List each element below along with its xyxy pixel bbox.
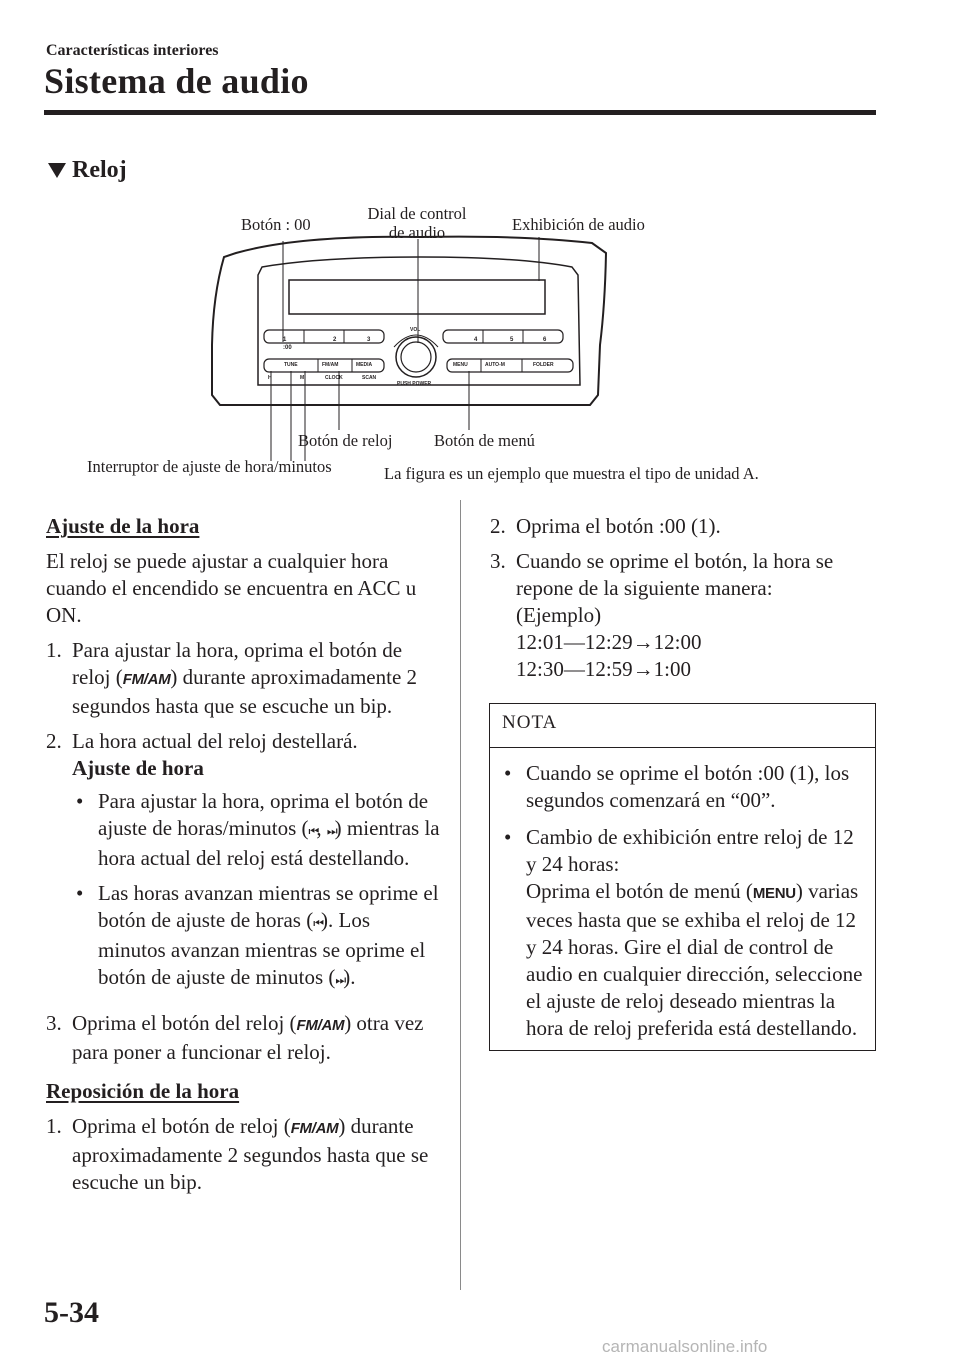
note-text: ) varias veces hasta que se exhiba el reloj de 12 y 24 horas. Gire el dial de control de audio en cualquier dirección, seleccione el ajuste de reloj deseado mientras la hora de reloj preferida está destellando. <box>526 879 863 1040</box>
bullet-text: ). Los minutos avanzan mientras se oprime el botón de ajuste de minutos ( <box>98 908 426 989</box>
bullet-text: Las horas avanzan mientras se oprime el botón de ajuste de horas ( <box>98 881 439 932</box>
next-track-icon: ⏭ <box>326 824 335 838</box>
watermark: carmanualsonline.info <box>602 1337 768 1356</box>
bullet-icon: • <box>76 881 84 905</box>
step-3 <box>46 1010 441 1066</box>
scan-label: SCAN <box>362 375 377 381</box>
clock-label: CLOCK <box>325 375 343 381</box>
bullet-text: , <box>316 816 322 840</box>
dial-callout: Dial de control de audio <box>367 204 467 242</box>
next-track-icon: ⏭ <box>335 973 344 987</box>
step-text: Oprima el botón de reloj ( <box>72 1114 291 1138</box>
step-number: 3. <box>46 1011 62 1035</box>
fm-am-label: FM/AM <box>322 362 339 368</box>
intro-paragraph: El reloj se puede ajustar a cualquier hora cuando el encendido se encuentra en ACC u ON. <box>46 549 417 627</box>
vol-label: VOL <box>410 327 421 333</box>
preset-2-label: 2 <box>333 337 337 343</box>
step-number: 3. <box>490 549 506 573</box>
bullet-text: ) mientras la hora actual del reloj está destellando. <box>98 816 440 870</box>
right-column <box>490 513 880 691</box>
bullet-text: ). <box>343 965 356 989</box>
page-title: Sistema de audio <box>44 61 309 101</box>
preset-4-label: 4 <box>474 337 478 343</box>
media-label: MEDIA <box>356 362 373 368</box>
reset-step-2 <box>490 513 880 540</box>
column-divider <box>460 500 461 1290</box>
push-power-label: PUSH POWER <box>397 381 432 387</box>
example-line-2: 12:30―12:59→1:00 <box>516 657 692 681</box>
audio-unit-figure <box>0 195 960 495</box>
triangle-down-icon <box>48 163 66 178</box>
step-2 <box>46 728 441 1002</box>
folder-label: FOLDER <box>533 362 554 368</box>
step-number: 2. <box>46 729 62 753</box>
example-line-1: 12:01―12:29→12:00 <box>516 630 702 654</box>
clock-button-callout: Botón de reloj <box>298 431 393 450</box>
step-text: Para ajustar la hora, oprima el botón de reloj ( <box>72 638 403 689</box>
h-label: H <box>268 375 272 381</box>
header-rule <box>44 110 876 115</box>
note-text: Cuando se oprime el botón :00 (1), los segundos comenzará en “00”. <box>526 761 850 812</box>
step-text: Cuando se oprime el botón, la hora se repone de la siguiente manera: <box>516 549 834 600</box>
note-bullet <box>500 760 865 814</box>
note-box <box>489 703 876 1051</box>
section-breadcrumb: Características interiores <box>46 42 219 59</box>
fm-am-key-icon: FM/AM <box>290 1120 339 1137</box>
preset-1-label: 1 <box>283 337 287 343</box>
step-text: Oprima el botón del reloj ( <box>72 1011 297 1035</box>
section-title-text: Reloj <box>72 157 127 183</box>
menu-button-callout: Botón de menú <box>434 431 535 450</box>
page-number: 5-34 <box>44 1296 99 1329</box>
reset-step-3 <box>490 548 880 683</box>
preset-3-label: 3 <box>367 337 371 343</box>
reset-step-1 <box>46 1113 441 1196</box>
prev-track-icon: ⏮ <box>313 916 322 930</box>
bullet-icon: • <box>504 761 512 785</box>
bullet-icon: • <box>76 789 84 813</box>
section-title <box>48 157 127 184</box>
menu-label: MENU <box>453 362 468 368</box>
step-number: 2. <box>490 514 506 538</box>
step-text: ) durante aproximadamente 2 segundos hasta que se escuche un bip. <box>72 1114 429 1194</box>
display-callout: Exhibición de audio <box>512 215 645 234</box>
m-label: M <box>300 375 305 381</box>
prev-track-icon: ⏮ <box>308 824 317 838</box>
tune-label: TUNE <box>284 362 298 368</box>
step-number: 1. <box>46 1114 62 1138</box>
fm-am-key-icon: FM/AM <box>296 1017 345 1034</box>
adjust-heading: Ajuste de la hora <box>46 514 200 538</box>
note-title: NOTA <box>490 704 875 748</box>
step-text: La hora actual del reloj destellará. <box>72 729 358 753</box>
preset-6-label: 6 <box>543 337 547 343</box>
note-text: Cambio de exhibición entre reloj de 12 y 24 horas: <box>526 825 854 876</box>
example-label: (Ejemplo) <box>516 603 602 627</box>
bullet-item <box>72 788 441 872</box>
fm-am-key-icon: FM/AM <box>122 671 171 688</box>
button-00-callout: Botón : 00 <box>241 215 311 234</box>
preset-5-label: 5 <box>510 337 514 343</box>
bullet-text: Para ajustar la hora, oprima el botón de ajuste de horas/minutos ( <box>98 789 429 840</box>
left-column <box>46 513 441 1204</box>
audio-unit-drawing <box>0 195 960 495</box>
reset-heading: Reposición de la hora <box>46 1079 240 1103</box>
menu-key-icon: MENU <box>752 885 796 902</box>
preset-00-label: :00 <box>283 345 292 351</box>
note-bullet <box>500 824 865 1042</box>
figure-caption: La figura es un ejemplo que muestra el tipo de unidad A. <box>384 464 759 483</box>
step-1 <box>46 637 441 720</box>
step-text: ) durante aproximadamente 2 segundos hasta que se escuche un bip. <box>72 665 418 718</box>
bullet-item <box>72 880 441 994</box>
note-text: Oprima el botón de menú ( <box>526 879 753 903</box>
step-text: ) otra vez para poner a funcionar el reloj. <box>72 1011 424 1064</box>
step-text: Oprima el botón :00 (1). <box>516 514 721 538</box>
step-number: 1. <box>46 638 62 662</box>
auto-m-label: AUTO-M <box>485 362 505 368</box>
step-subheading: Ajuste de hora <box>72 756 204 780</box>
hm-switch-callout: Interruptor de ajuste de hora/minutos <box>87 457 332 476</box>
bullet-icon: • <box>504 825 512 849</box>
